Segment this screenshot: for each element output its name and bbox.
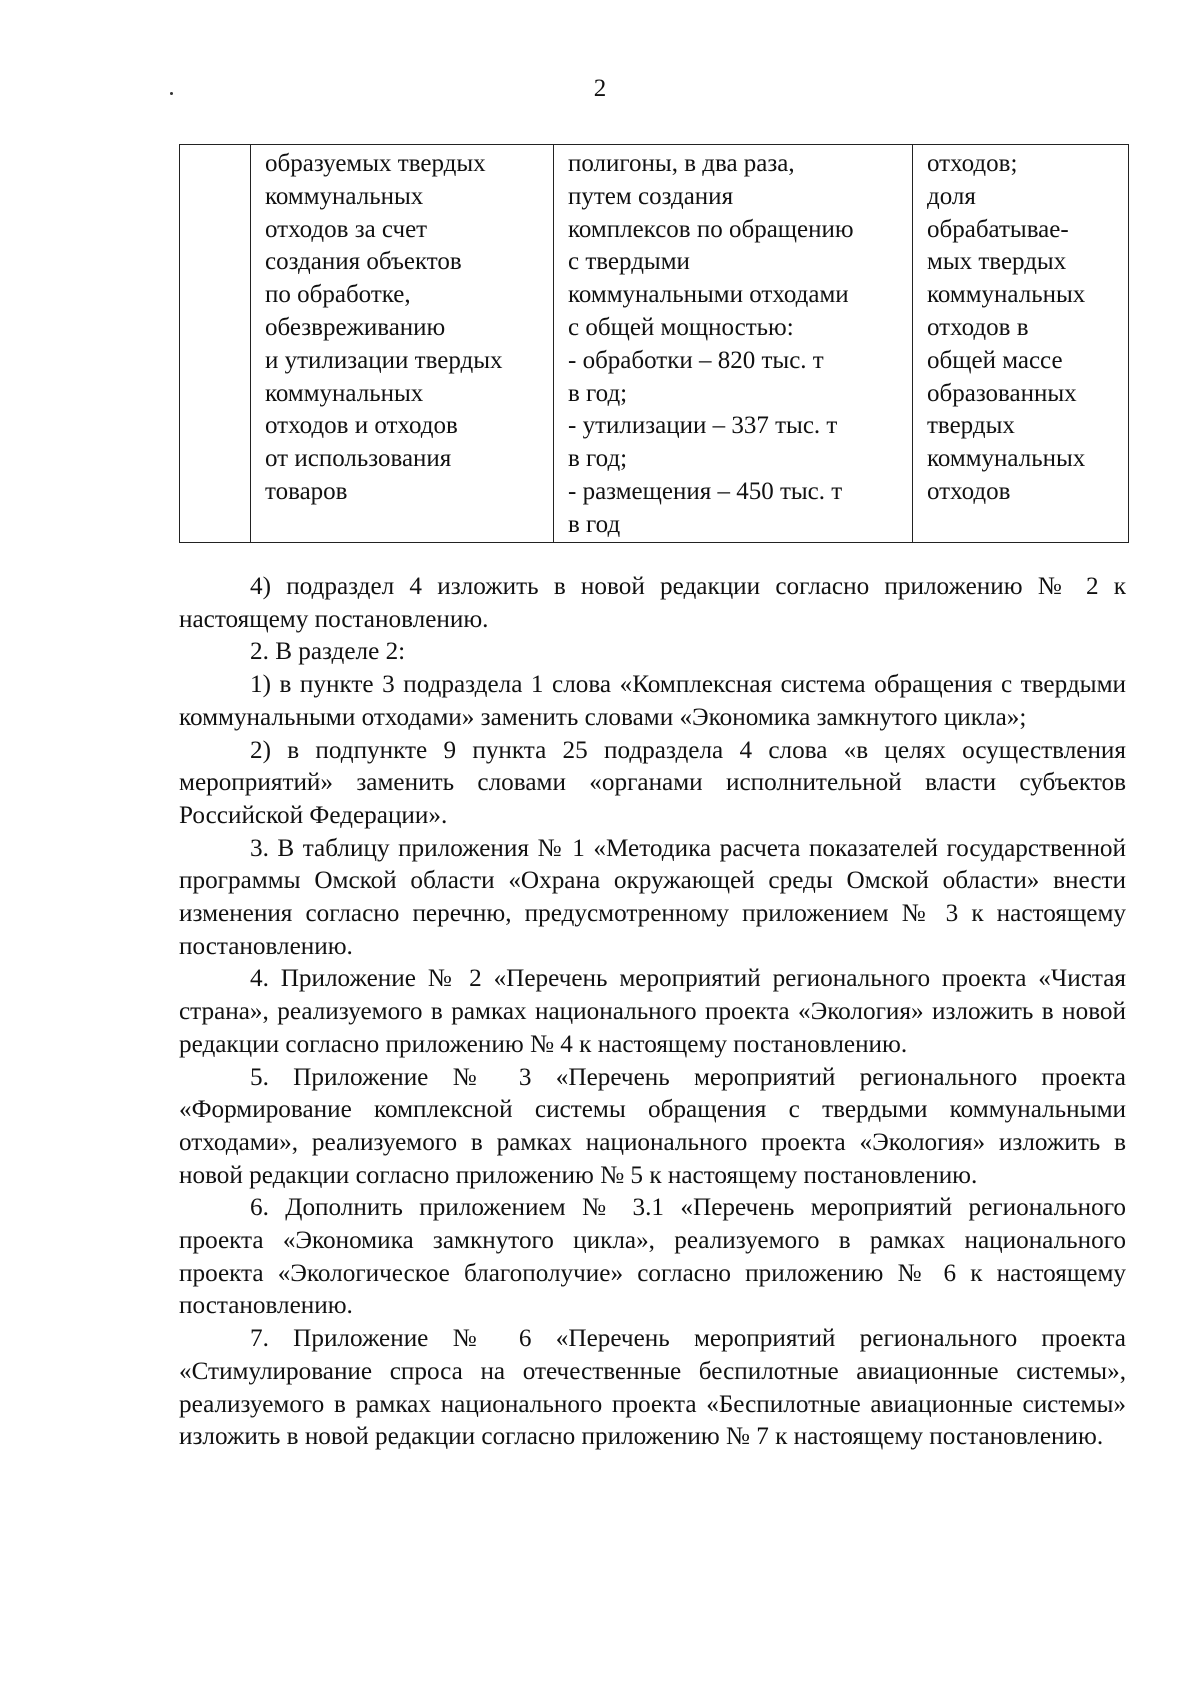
table-cell-line: твердых <box>927 412 1015 440</box>
table-cell-line: в год; <box>568 379 628 407</box>
document-body <box>179 571 1126 1454</box>
table-cell-line: отходов в <box>927 313 1029 341</box>
table-cell-line: путем создания <box>568 182 734 210</box>
table-cell-line: коммунальных <box>927 445 1086 473</box>
table-cell-line: полигоны, в два раза, <box>568 150 795 177</box>
table-cell-indicators <box>913 145 1129 543</box>
table-cell-line: образованных <box>927 379 1077 407</box>
table-cell-task <box>251 145 554 543</box>
table-cell-line: комплексов по обращению <box>568 215 854 243</box>
paragraph: 2) в подпункте 9 пункта 25 подраздела 4 слова «в целях осуществления мероприятий» заменить словами «органами исполнительной власти субъектов Российской Федерации». <box>179 736 1126 829</box>
table-cell-line: обрабатывае- <box>927 215 1069 243</box>
table-cell-line: доля <box>927 182 976 210</box>
table-cell-line: общей массе <box>927 346 1063 374</box>
paragraph: 7. Приложение № 6 «Перечень мероприятий регионального проекта «Стимулирование спроса на отечественные беспилотные авиационные системы», реализуемого в рамках национального проекта «Беспилотные авиационные системы» изложить в новой редакции согласно приложению № 7 к настоящему постановлению. <box>179 1325 1126 1451</box>
paragraph: 6. Дополнить приложением № 3.1 «Перечень мероприятий регионального проекта «Экономика замкнутого цикла», реализуемого в рамках национального проекта «Экологическое благополучие» согласно приложению № 6 к настоящему постановлению. <box>179 1194 1126 1320</box>
scan-dot-mark <box>170 92 173 95</box>
table-cell-line: отходов и отходов <box>265 412 458 440</box>
table-cell-line: - обработки – 820 тыс. т <box>568 346 824 374</box>
paragraph: 4) подраздел 4 изложить в новой редакции согласно приложению № 2 к настоящему постановлению. <box>179 573 1126 633</box>
table-cell-line: коммунальных <box>927 281 1086 309</box>
paragraph: 4. Приложение № 2 «Перечень мероприятий регионального проекта «Чистая страна», реализуемого в рамках национального проекта «Экология» изложить в новой редакции согласно приложению № 4 к настоящему постановлению. <box>179 965 1126 1058</box>
table-cell-line: мых твердых <box>927 248 1067 276</box>
table-cell-line: коммунальных <box>265 182 424 210</box>
table-cell-line: коммунальными отходами <box>568 281 849 309</box>
table-cell-line: и утилизации твердых <box>265 346 503 374</box>
table-cell-line: с твердыми <box>568 248 690 276</box>
table-cell-line: коммунальных <box>265 379 424 407</box>
table-cell-line: товаров <box>265 477 348 505</box>
paragraph: 1) в пункте 3 подраздела 1 слова «Комплексная система обращения с твердыми коммунальными отходами» заменить словами «Экономика замкнутого цикла»; <box>179 671 1126 731</box>
table-cell-line: с общей мощностью: <box>568 313 794 341</box>
table-cell-line: отходов за счет <box>265 215 428 243</box>
paragraph: 5. Приложение № 3 «Перечень мероприятий регионального проекта «Формирование комплексной системы обращения с твердыми коммунальными отходами», реализуемого в рамках национального проекта «Экология» изложить в новой редакции согласно приложению № 5 к настоящему постановлению. <box>179 1063 1126 1189</box>
table-cell-line: в год <box>568 510 621 538</box>
table-cell-line: отходов; <box>927 150 1018 177</box>
paragraph: 3. В таблицу приложения № 1 «Методика расчета показателей государственной программы Омской области «Охрана окружающей среды Омской области» внести изменения согласно перечню, предусмотренному приложением № 3 к настоящему постановлению. <box>179 834 1126 960</box>
page-number: 2 <box>593 75 607 102</box>
table-cell-line: в год; <box>568 445 628 473</box>
table-cell-line: образуемых твердых <box>265 150 486 177</box>
table-cell-line: - утилизации – 337 тыс. т <box>568 412 838 440</box>
continuation-table <box>179 144 1129 543</box>
table-cell-line: от использования <box>265 445 452 473</box>
table-cell-line: отходов <box>927 477 1011 505</box>
table-cell-measures <box>554 145 913 543</box>
table-cell-line: обезвреживанию <box>265 313 446 341</box>
table-cell-line: - размещения – 450 тыс. т <box>568 477 843 505</box>
table-cell-line: по обработке, <box>265 281 411 309</box>
table-cell-number <box>180 145 251 543</box>
paragraph: 2. В разделе 2: <box>250 638 406 666</box>
table-row <box>180 145 1129 543</box>
table-cell-line: создания объектов <box>265 248 462 276</box>
